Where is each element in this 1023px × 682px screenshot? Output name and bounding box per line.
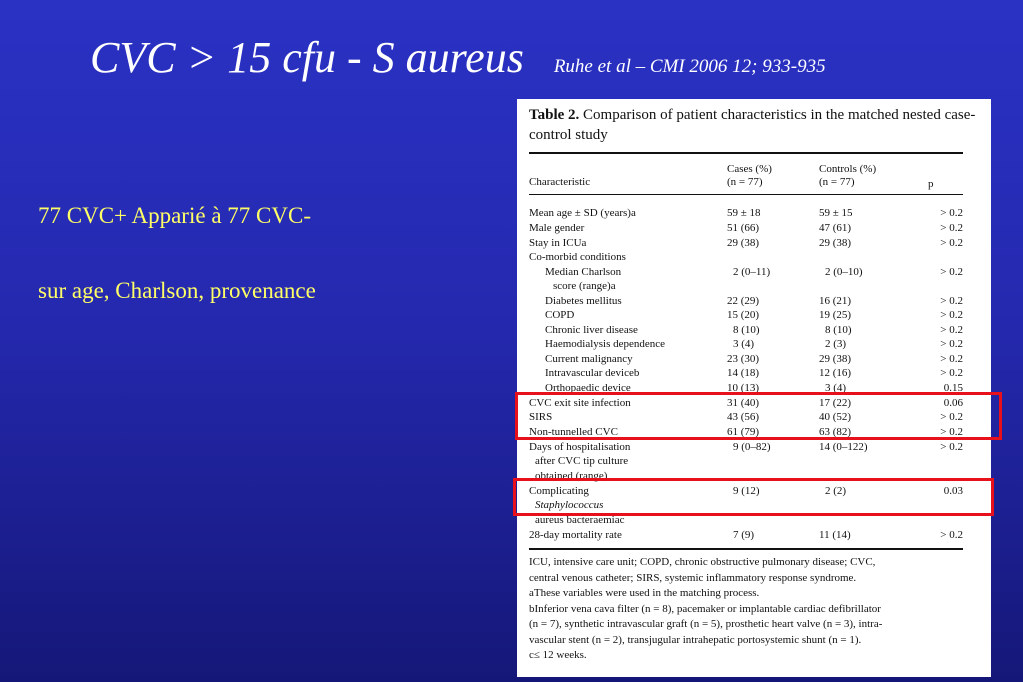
table-row	[529, 294, 969, 309]
cell-controls: 11 (14)	[819, 529, 851, 541]
cell-controls: 47 (61)	[819, 222, 852, 234]
cell-p: 0.06	[943, 397, 963, 409]
footnote-line: c≤ 12 weeks.	[529, 649, 587, 661]
table-row	[529, 250, 969, 265]
cell-cases: 9 (0–82)	[733, 441, 771, 453]
cell-p: > 0.2	[940, 324, 963, 336]
cell-label: CVC exit site infection	[529, 397, 631, 409]
table-row	[529, 206, 969, 221]
table-row	[529, 279, 969, 294]
cell-controls: 29 (38)	[819, 237, 852, 249]
cell-controls: 59 ± 15	[819, 207, 853, 219]
cell-p: > 0.2	[940, 338, 963, 350]
header-cases-label: Cases (%)	[727, 163, 772, 175]
cell-label: Chronic liver disease	[545, 324, 638, 336]
matching-criteria-text: sur age, Charlson, provenance	[38, 278, 316, 303]
cell-cases: 23 (30)	[727, 353, 760, 365]
table-caption-text: Comparison of patient characteristics in the matched nested case-control study	[529, 107, 976, 143]
cell-label: Staphylococcus	[535, 499, 604, 511]
cell-controls: 17 (22)	[819, 397, 852, 409]
table-row	[529, 337, 969, 352]
cell-p: 0.03	[943, 485, 963, 497]
matching-text: 77 CVC+ Apparié à 77 CVC-	[38, 203, 311, 228]
cell-controls: 29 (38)	[819, 353, 852, 365]
table-footnotes	[529, 555, 963, 664]
table-caption-label: Table 2.	[529, 107, 580, 123]
cell-p: > 0.2	[940, 529, 963, 541]
cell-label: Complicating	[529, 485, 589, 497]
cell-p: > 0.2	[940, 367, 963, 379]
cell-label: aureus bacteraemiac	[535, 514, 625, 526]
cell-controls: 19 (25)	[819, 309, 852, 321]
cell-cases: 9 (12)	[733, 485, 760, 497]
cell-controls: 14 (0–122)	[819, 441, 868, 453]
footnote-line: bInferior vena cava filter (n = 8), pacemaker or implantable cardiac defibrillator	[529, 602, 881, 615]
cell-label: Orthopaedic device	[545, 382, 631, 394]
table-row	[529, 308, 969, 323]
footnote-line: ICU, intensive care unit; COPD, chronic obstructive pulmonary disease; CVC,	[529, 556, 876, 568]
header-cases	[727, 163, 772, 189]
cell-cases: 14 (18)	[727, 367, 760, 379]
cell-cases: 15 (20)	[727, 309, 760, 321]
slide-citation: Ruhe et al – CMI 2006 12; 933-935	[553, 56, 826, 77]
cell-cases: 10 (13)	[727, 382, 760, 394]
table-row	[529, 528, 969, 543]
table-row	[529, 352, 969, 367]
cell-controls: 3 (4)	[825, 382, 847, 394]
cell-p: > 0.2	[940, 207, 963, 219]
footnote-line: (n = 7), synthetic intravascular graft (n = 5), prosthetic heart valve (n = 3), intra-	[529, 618, 883, 630]
cell-label: Current malignancy	[545, 353, 633, 365]
cell-cases: 2 (0–11)	[733, 266, 771, 278]
cell-label: Male gender	[529, 222, 585, 234]
cell-controls: 2 (3)	[825, 338, 847, 350]
table-row	[529, 265, 969, 280]
table-row	[529, 366, 969, 381]
table-row	[529, 221, 969, 236]
header-controls	[819, 163, 876, 189]
cell-p: > 0.2	[940, 353, 963, 365]
cell-controls: 40 (52)	[819, 411, 852, 423]
header-cases-n: (n = 77)	[727, 176, 763, 188]
cell-cases: 31 (40)	[727, 397, 760, 409]
cell-controls: 16 (21)	[819, 295, 852, 307]
header-p: p	[928, 178, 934, 190]
table-image	[517, 99, 991, 677]
highlight-box-cvc-rows	[515, 392, 1002, 440]
footnote-line: vascular stent (n = 2), transjugular intrahepatic portosystemic shunt (n = 1).	[529, 633, 862, 646]
cell-p: > 0.2	[940, 237, 963, 249]
cell-cases: 8 (10)	[733, 324, 760, 336]
cell-label: COPD	[545, 309, 575, 321]
header-controls-n: (n = 77)	[819, 176, 855, 188]
table-row	[529, 454, 969, 469]
table-row	[529, 236, 969, 251]
table-caption	[529, 105, 979, 145]
cell-cases: 61 (79)	[727, 426, 760, 438]
table-top-rule	[529, 152, 963, 154]
table-row	[529, 323, 969, 338]
cell-label: score (range)a	[553, 280, 616, 292]
cell-p: > 0.2	[940, 411, 963, 423]
cell-label: Co-morbid conditions	[529, 251, 626, 263]
footnote-line: aThese variables were used in the matching process.	[529, 587, 760, 599]
header-characteristic: Characteristic	[529, 176, 591, 188]
cell-label: SIRS	[529, 411, 553, 423]
cell-label: Haemodialysis dependence	[545, 338, 666, 350]
table-header-rule	[529, 194, 963, 195]
cell-label: Diabetes mellitus	[545, 295, 622, 307]
header-controls-label: Controls (%)	[819, 163, 877, 175]
cell-controls: 2 (0–10)	[825, 266, 863, 278]
cell-p: > 0.2	[940, 309, 963, 321]
cell-cases: 43 (56)	[727, 411, 760, 423]
cell-label: Days of hospitalisation	[529, 441, 631, 453]
cell-label: Median Charlson	[545, 266, 622, 278]
cell-label: Intravascular deviceb	[545, 367, 640, 379]
highlight-box-bacteraemia-row	[513, 478, 994, 516]
cell-cases: 7 (9)	[733, 529, 755, 541]
cell-label: obtained (range)	[535, 470, 608, 482]
table-bottom-rule	[529, 548, 963, 550]
cell-p: 0.15	[943, 382, 963, 394]
cell-cases: 22 (29)	[727, 295, 760, 307]
cell-label: 28-day mortality rate	[529, 529, 622, 541]
cell-p: > 0.2	[940, 426, 963, 438]
cell-controls: 12 (16)	[819, 367, 852, 379]
cell-p: > 0.2	[940, 222, 963, 234]
cell-controls: 8 (10)	[825, 324, 852, 336]
cell-label: after CVC tip culture	[535, 455, 629, 467]
cell-label: Stay in ICUa	[529, 237, 587, 249]
slide-title	[90, 32, 826, 83]
cell-controls: 63 (82)	[819, 426, 852, 438]
cell-label: Non-tunnelled CVC	[529, 426, 618, 438]
cell-cases: 3 (4)	[733, 338, 755, 350]
cell-label: Mean age ± SD (years)a	[529, 207, 636, 219]
table-row	[529, 440, 969, 455]
slide-title-main: CVC > 15 cfu - S aureus	[90, 33, 524, 82]
cell-cases: 29 (38)	[727, 237, 760, 249]
cell-cases: 51 (66)	[727, 222, 760, 234]
cell-cases: 59 ± 18	[727, 207, 761, 219]
cell-p: > 0.2	[940, 441, 963, 453]
cell-p: > 0.2	[940, 266, 963, 278]
footnote-line: central venous catheter; SIRS, systemic inflammatory response syndrome.	[529, 571, 857, 584]
cell-p: > 0.2	[940, 295, 963, 307]
cell-controls: 2 (2)	[825, 485, 847, 497]
